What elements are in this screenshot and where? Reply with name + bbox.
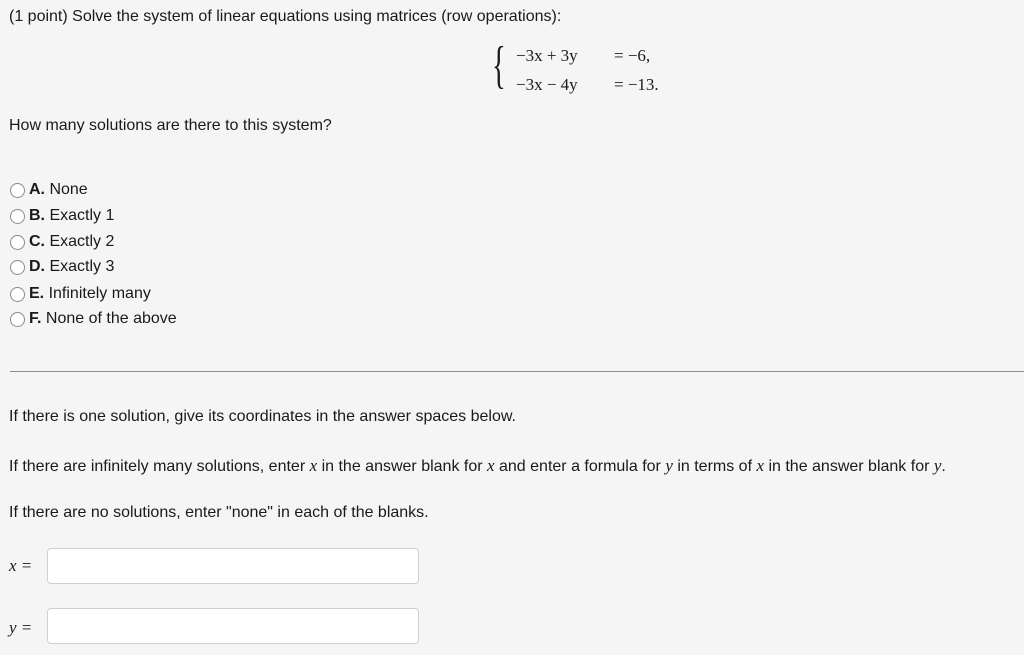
option-d[interactable] [10,256,114,278]
y-answer-label [9,618,32,638]
option-e-letter: E. [29,285,45,302]
x-label-text: x = [9,556,33,575]
infinite-text-5: in the answer blank for [764,458,934,475]
no-solution-instruction: If there are no solutions, enter "none" in each of the blanks. [9,504,429,521]
option-a[interactable] [10,179,88,201]
option-e-text: Infinitely many [48,285,151,302]
infinite-text-3: and enter a formula for [494,458,666,475]
equation-2-right: = −13. [614,75,659,94]
infinite-var-x-2: x [487,456,495,475]
infinite-text-6: . [941,458,946,475]
option-c-letter: C. [29,233,45,250]
option-a-letter: A. [29,181,45,198]
infinite-var-y-2: y [933,456,942,475]
option-c-text: Exactly 2 [49,233,115,250]
y-answer-input[interactable] [47,608,419,644]
option-d-letter: D. [29,258,45,275]
option-b[interactable] [10,205,114,227]
solution-count-question: How many solutions are there to this system? [9,117,332,134]
option-c[interactable] [10,231,114,253]
option-b-radio[interactable] [10,209,25,224]
infinite-solutions-instruction [9,456,946,476]
option-a-text: None [49,181,88,198]
option-b-text: Exactly 1 [49,207,115,224]
x-answer-input[interactable] [47,548,419,584]
y-label-text: y = [9,618,33,637]
problem-prompt: (1 point) Solve the system of linear equations using matrices (row operations): [9,8,562,25]
equation-1-left: −3x + 3y [516,46,578,65]
option-e[interactable] [10,283,151,305]
infinite-var-x-3: x [756,456,764,475]
option-e-radio[interactable] [10,287,25,302]
option-b-letter: B. [29,207,45,224]
option-f-text: None of the above [45,310,177,327]
infinite-text-2: in the answer blank for [317,458,488,475]
infinite-text-1: If there are infinitely many solutions, enter [9,458,310,475]
x-answer-label [9,556,32,576]
option-d-text: Exactly 3 [49,258,115,275]
section-divider [10,371,1024,372]
option-f-radio[interactable] [10,312,25,327]
infinite-var-y-1: y [665,456,673,475]
infinite-var-x-1: x [309,456,318,475]
equation-1-right: = −6, [614,46,651,65]
one-solution-instruction: If there is one solution, give its coordinates in the answer spaces below. [9,408,516,425]
option-f[interactable] [10,308,177,330]
option-d-radio[interactable] [10,260,25,275]
option-a-radio[interactable] [10,183,25,198]
equation-2-left: −3x − 4y [516,75,578,94]
option-f-letter: F. [29,310,42,327]
infinite-text-4: in terms of [672,458,757,475]
option-c-radio[interactable] [10,235,25,250]
system-brace: { [492,37,506,94]
